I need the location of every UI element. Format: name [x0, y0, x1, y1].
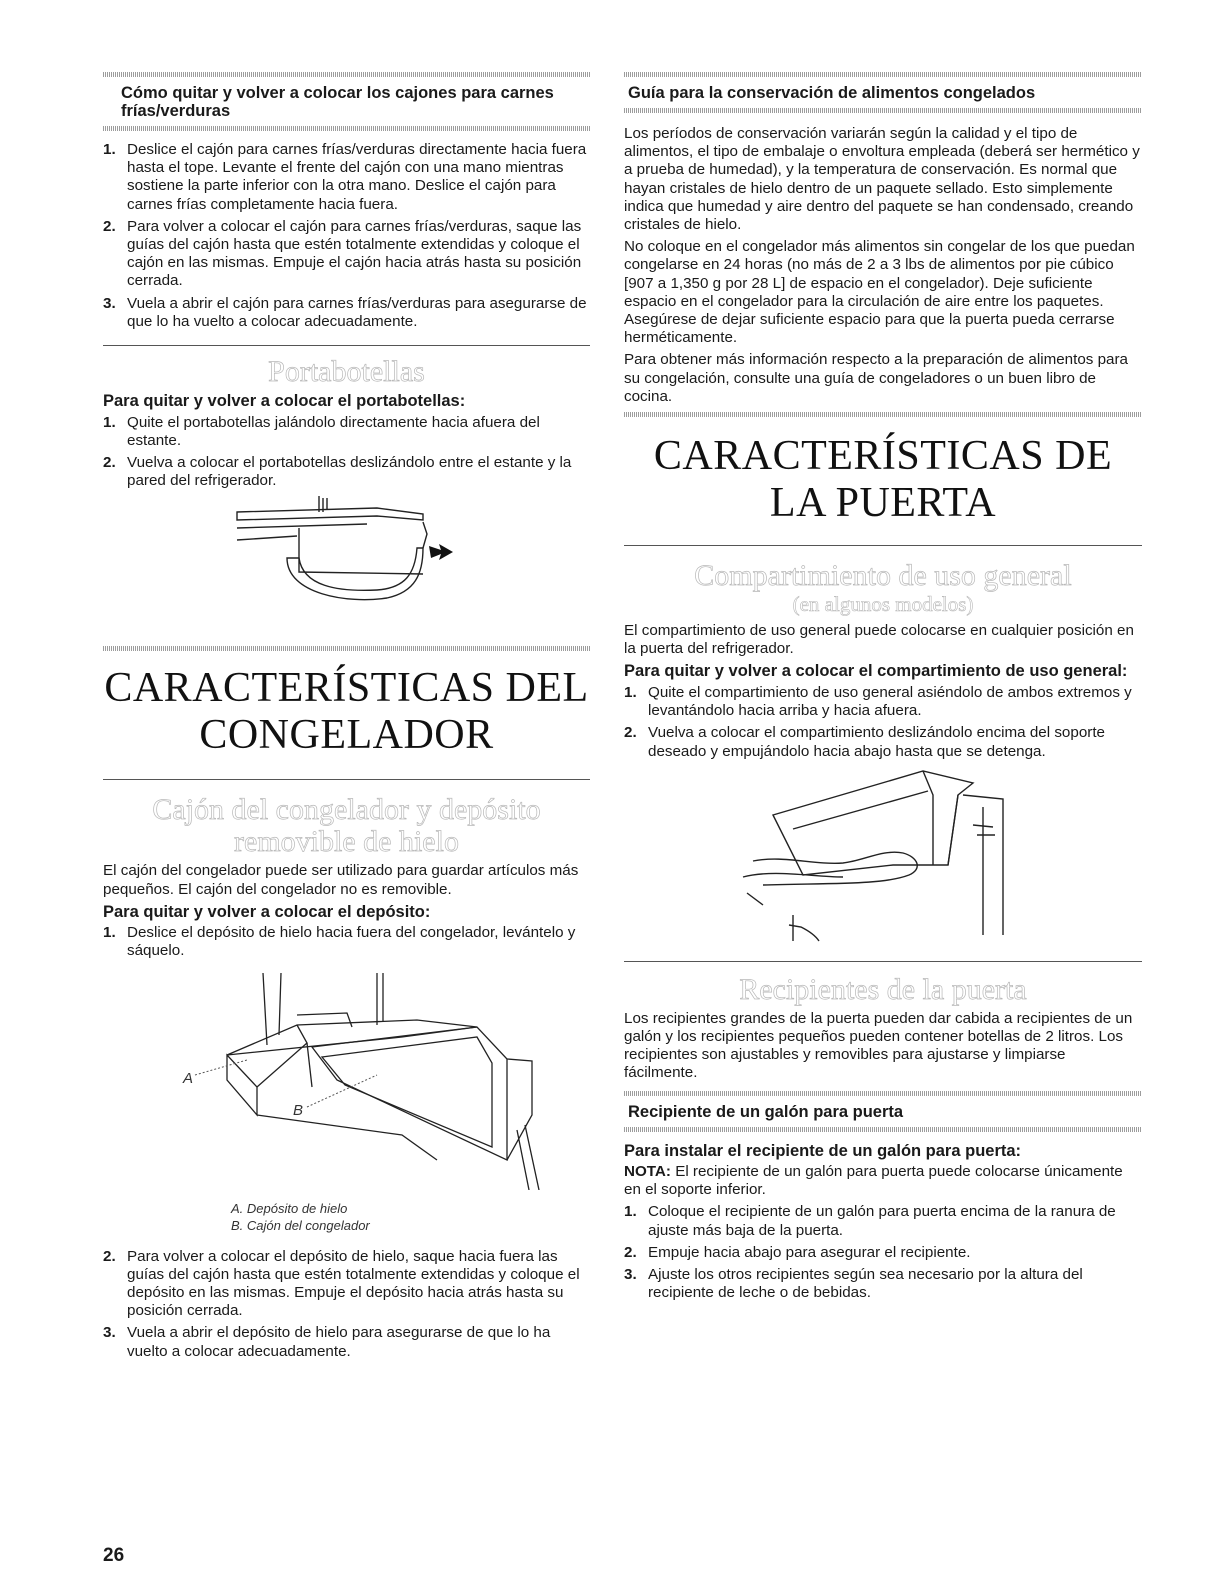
list-item: 2. Empuje hacia abajo para asegurar el recipiente. [624, 1243, 971, 1261]
crisper-steps [103, 141, 590, 331]
section-rule [624, 961, 1142, 962]
gallon-bin-heading: Recipiente de un galón para puerta [628, 1102, 904, 1121]
list-item: 1. Coloque el recipiente de un galón para puerta encima de la ranura de ajuste más baja de la puerta. [624, 1203, 1116, 1239]
door-chapter-title: CARACTERÍSTICAS DE LA PUERTA [653, 433, 1113, 527]
utility-compartment-illustration [733, 765, 1033, 945]
ice-bin-steps-continued [103, 1248, 590, 1361]
bottle-holder-subheading: Para quitar y volver a colocar el portabotellas: [103, 392, 466, 411]
bottle-holder-steps [103, 414, 590, 491]
figure-caption: A. Depósito de hielo B. Cajón del congelador [231, 1200, 370, 1233]
freezer-chapter-title: CARACTERÍSTICAS DEL CONGELADOR [104, 665, 589, 759]
section-divider [624, 412, 1142, 417]
utility-intro: El compartimiento de uso general puede colocarse en cualquier posición en la puerta del refrigerador. [624, 622, 1134, 658]
section-divider [624, 1127, 1142, 1132]
utility-steps [624, 684, 1142, 761]
utility-compartment-title: Compartimiento de uso general [694, 559, 1072, 593]
frozen-guide-paragraph: Para obtener más información respecto a la preparación de alimentos para su congelación, consulte una guía de congeladores o un buen libro de cocina. [624, 351, 1128, 405]
section-divider [624, 72, 1142, 77]
frozen-guide-paragraph: No coloque en el congelador más alimentos sin congelar de los que puedan congelarse en 24 horas (no más de 2 a 3 lbs de alimentos por pie cúbico [907 a 1,350 g por 28 L] de espacio en el congelador). Deje suficiente espacio en el congelador para la circulación de aire entre los paquetes. Asegúrese de dejar suficiente espacio para que la puerta pueda cerrarse herméticamente. [624, 238, 1135, 347]
label-b: B [292, 1101, 303, 1119]
list-item: 2. Vuelva a colocar el compartimiento deslizándolo encima del soporte deseado y empujándolo hacia abajo hasta que se detenga. [624, 724, 1105, 760]
section-rule [624, 545, 1142, 546]
crisper-heading: Cómo quitar y volver a colocar los cajones para carnes frías/verduras [121, 84, 554, 120]
list-item: 2. Vuelva a colocar el portabotellas deslizándolo entre el estante y la pared del refrigerador. [103, 453, 572, 490]
gallon-bin-subheading: Para instalar el recipiente de un galón para puerta: [624, 1141, 1022, 1160]
gallon-bin-note: NOTA: El recipiente de un galón para puerta puede colocarse únicamente en el soporte inferior. [624, 1163, 1123, 1199]
ice-bin-subheading: Para quitar y volver a colocar el depósito: [103, 902, 431, 921]
freezer-drawer-title: Cajón del congelador y depósito removible de hielo [152, 793, 541, 859]
utility-compartment-subtitle: (en algunos modelos) [792, 592, 974, 617]
page-number: 26 [103, 1545, 125, 1566]
section-divider [103, 72, 590, 77]
list-item: 3. Vuela a abrir el depósito de hielo para asegurarse de que lo ha vuelto a colocar adecuadamente. [103, 1324, 551, 1360]
bottle-holder-title: Portabotellas [268, 355, 425, 389]
list-item: 1. Deslice el depósito de hielo hacia fuera del congelador, levántelo y sáquelo. [103, 924, 576, 960]
right-column [624, 72, 1142, 1307]
section-divider [624, 108, 1142, 113]
list-item: 1. Quite el portabotellas jalándolo directamente hacia afuera del estante. [103, 413, 540, 449]
freezer-drawer-illustration [147, 965, 547, 1190]
label-a: A [182, 1069, 193, 1087]
ice-bin-steps [103, 924, 590, 960]
list-item: 3. Vuela a abrir el cajón para carnes frías/verduras para asegurarse de que lo ha vuelto a colocar adecuadamente. [103, 294, 587, 330]
door-bins-intro: Los recipientes grandes de la puerta pueden dar cabida a recipientes de un galón y los recipientes pequeños pueden contener botellas de 2 litros. Los recipientes son ajustables y removibles para ajustarse y limpiarse fácilmente. [624, 1009, 1133, 1082]
section-divider [624, 1091, 1142, 1096]
freezer-drawer-intro: El cajón del congelador puede ser utilizado para guardar artículos más pequeños. El cajón del congelador no es removible. [103, 862, 579, 898]
bottle-holder-illustration [227, 494, 467, 614]
list-item: 2. Para volver a colocar el depósito de hielo, saque hacia fuera las guías del cajón hasta que estén totalmente extendidas y coloque el depósito en las mismas. Empuje el depósito hacia atrás hasta su posición cerrada. [103, 1247, 580, 1320]
section-rule [103, 779, 590, 780]
gallon-bin-steps [624, 1203, 1142, 1302]
utility-subheading: Para quitar y volver a colocar el compartimiento de uso general: [624, 662, 1128, 681]
section-rule [103, 345, 590, 346]
frozen-guide-paragraph: Los períodos de conservación variarán según la calidad y el tipo de alimentos, el tipo de embalaje o envoltura empleada (deberá ser hermético y a prueba de humedad), y la temperatura de conservación. Es normal que hayan cristales de hielo dentro de un paquete sellado. Esto simplemente indica que humedad y aire dentro del paquete se han condensado, creando cristales de hielo. [624, 125, 1140, 234]
list-item: 1. Deslice el cajón para carnes frías/verduras directamente hacia fuera hasta el tope. Levante el frente del cajón con una mano mientras sostiene la parte inferior con la otra mano. Deslice el cajón para carnes frías completamente hacia fuera. [103, 141, 587, 213]
left-column [103, 72, 590, 1365]
list-item: 2. Para volver a colocar el cajón para carnes frías/verduras, saque las guías del cajón hasta que estén totalmente extendidas y coloque el cajón en las mismas. Empuje el cajón hacia atrás hasta su posición cerrada. [103, 217, 582, 290]
list-item: 1. Quite el compartimiento de uso general asiéndolo de ambos extremos y levantándolo hacia arriba y hacia afuera. [624, 683, 1132, 720]
frozen-guide-heading: Guía para la conservación de alimentos congelados [628, 84, 1036, 102]
section-divider [103, 126, 590, 131]
section-divider [103, 646, 590, 651]
list-item: 3. Ajuste los otros recipientes según sea necesario por la altura del recipiente de leche o de bebidas. [624, 1266, 1083, 1302]
door-bins-title: Recipientes de la puerta [739, 972, 1027, 1006]
